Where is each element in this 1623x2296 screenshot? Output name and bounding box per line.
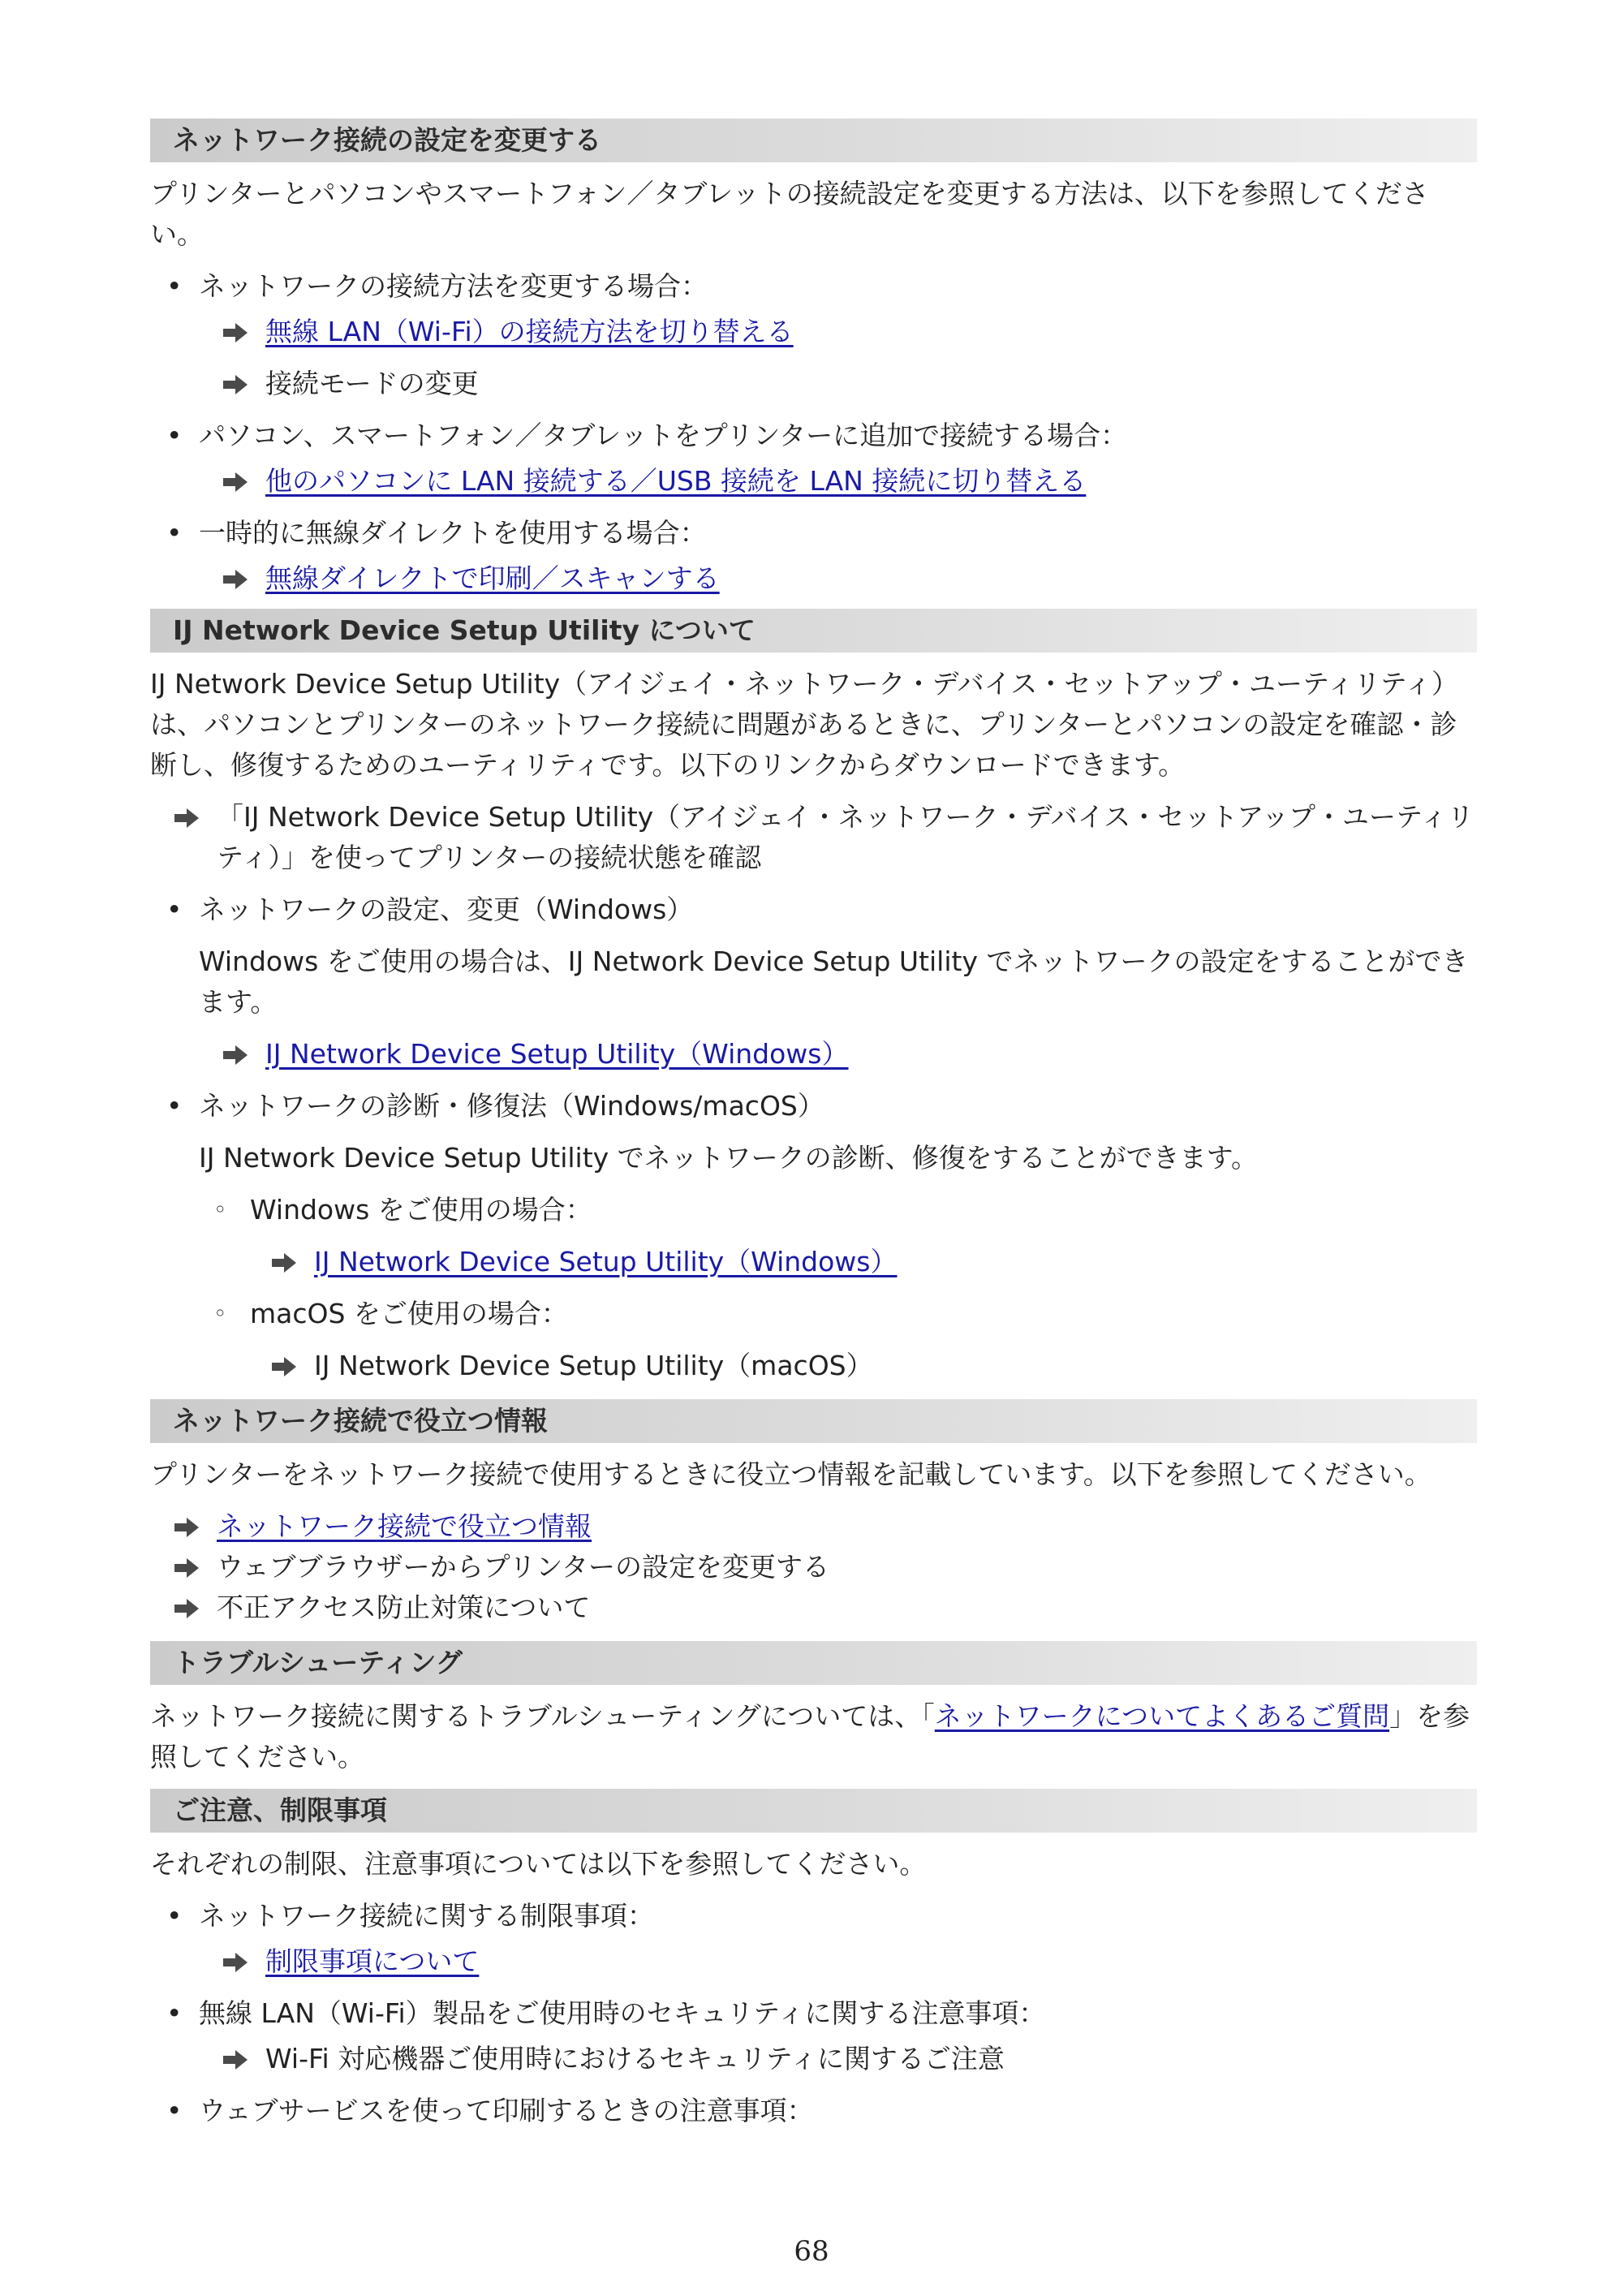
link-web-browser-settings[interactable]: ウェブブラウザーからプリンターの設定を変更する [217, 1551, 830, 1583]
link-ij-utility-windows[interactable]: IJ Network Device Setup Utility（Windows） [265, 1038, 849, 1070]
right-arrow-icon [223, 570, 248, 589]
section-heading-useful-info: ネットワーク接続で役立つ情報 [150, 1399, 1477, 1443]
right-arrow-icon [174, 1518, 199, 1537]
right-arrow-icon [223, 1953, 248, 1972]
right-arrow-icon [272, 1253, 296, 1273]
bullet-item: • ネットワークの診断・修復法（Windows/macOS） [150, 1086, 1477, 1126]
link-ij-utility-macos[interactable]: IJ Network Device Setup Utility（macOS） [314, 1350, 873, 1381]
link-row [150, 1547, 1477, 1587]
sub-bullet-item: ◦ macOS をご使用の場合： [150, 1294, 1477, 1334]
link-row [150, 558, 1477, 599]
bullet-item: • パソコン、スマートフォン／タブレットをプリンターに追加で接続する場合： [150, 416, 1477, 456]
bullet-item: • ウェブサービスを使って印刷するときの注意事項： [150, 2091, 1477, 2131]
bullet-item: • ネットワークの設定、変更（Windows） [150, 890, 1477, 930]
link-useful-info[interactable]: ネットワーク接続で役立つ情報 [217, 1510, 592, 1542]
link-row [150, 1941, 1477, 1982]
right-arrow-icon [174, 1558, 199, 1578]
link-lan-connect[interactable]: 他のパソコンに LAN 接続する／USB 接続を LAN 接続に切り替える [265, 465, 1087, 497]
paragraph: Windows をご使用の場合は、IJ Network Device Setup Utility でネットワークの設定をすることができます。 [199, 946, 1469, 1018]
bullet-item: • ネットワーク接続に関する制限事項： [150, 1896, 1477, 1936]
paragraph: プリンターとパソコンやスマートフォン／タブレットの接続設定を変更する方法は、以下を参照してください。 [150, 178, 1429, 250]
bullet-item: • 一時的に無線ダイレクトを使用する場合： [150, 513, 1477, 554]
link-unauthorized-access[interactable]: 不正アクセス防止対策について [217, 1592, 591, 1623]
right-arrow-icon [223, 2050, 248, 2070]
paragraph [150, 1696, 1477, 1777]
link-check-connection[interactable]: 「IJ Network Device Setup Utility（アイジェイ・ネットワーク・デバイス・セットアップ・ユーティリティ）」を使ってプリンターの接続状態を確認 [217, 801, 1474, 873]
link-network-faq[interactable]: ネットワークについてよくあるご質問 [934, 1700, 1390, 1732]
link-wifi-security[interactable]: Wi-Fi 対応機器ご使用時におけるセキュリティに関するご注意 [265, 2043, 1005, 2074]
paragraph: プリンターをネットワーク接続で使用するときに役立つ情報を記載しています。以下を参照してください。 [150, 1458, 1431, 1490]
section-heading-troubleshooting: トラブルシューティング [150, 1641, 1477, 1685]
link-connection-mode[interactable]: 接続モードの変更 [265, 368, 479, 399]
link-row [150, 1346, 1477, 1386]
link-wifi-switch[interactable]: 無線 LAN（Wi-Fi）の接続方法を切り替える [265, 316, 794, 347]
paragraph-text: ネットワーク接続に関するトラブルシューティングについては、「 [150, 1700, 935, 1732]
link-row [150, 1587, 1477, 1628]
page-number: 68 [794, 2235, 829, 2268]
paragraph: それぞれの制限、注意事項については以下を参照してください。 [150, 1848, 927, 1880]
right-arrow-icon [223, 472, 248, 492]
paragraph: IJ Network Device Setup Utility（アイジェイ・ネットワーク・デバイス・セットアップ・ユーティリティ）は、パソコンとプリンターのネットワーク接続に問題があるときに、プリンターとパソコンの設定を確認・診断し、修復するためのユーティリティです。以下のリンクからダウンロードできます。 [150, 668, 1459, 781]
link-row [150, 1506, 1477, 1547]
paragraph: IJ Network Device Setup Utility でネットワークの診断、修復をすることができます。 [199, 1142, 1259, 1174]
section-heading-network-change: ネットワーク接続の設定を変更する [150, 118, 1477, 162]
link-row [150, 2039, 1477, 2079]
paragraph-text: 」を参照してください。 [150, 1700, 1470, 1773]
document-page [150, 114, 1477, 2131]
section-heading-notes: ご注意、制限事項 [150, 1789, 1477, 1833]
link-restrictions[interactable]: 制限事項について [265, 1945, 480, 1977]
link-row [150, 1034, 1477, 1075]
section-heading-ij-utility: IJ Network Device Setup Utility について [150, 609, 1477, 653]
right-arrow-icon [174, 1599, 199, 1618]
link-row [150, 364, 1477, 404]
link-row [150, 461, 1477, 502]
link-row [150, 1242, 1477, 1282]
right-arrow-icon [272, 1357, 296, 1376]
link-ij-utility-windows-diag[interactable]: IJ Network Device Setup Utility（Windows） [314, 1246, 898, 1277]
sub-bullet-item: ◦ Windows をご使用の場合： [150, 1190, 1477, 1230]
bullet-item: • ネットワークの接続方法を変更する場合： [150, 266, 1477, 307]
right-arrow-icon [174, 808, 199, 828]
link-row [150, 797, 1477, 878]
right-arrow-icon [223, 323, 248, 342]
bullet-item: • 無線 LAN（Wi-Fi）製品をご使用時のセキュリティに関する注意事項： [150, 1993, 1477, 2034]
right-arrow-icon [223, 1045, 248, 1065]
link-wireless-direct[interactable]: 無線ダイレクトで印刷／スキャンする [265, 562, 720, 594]
right-arrow-icon [223, 375, 248, 394]
link-row [150, 312, 1477, 352]
